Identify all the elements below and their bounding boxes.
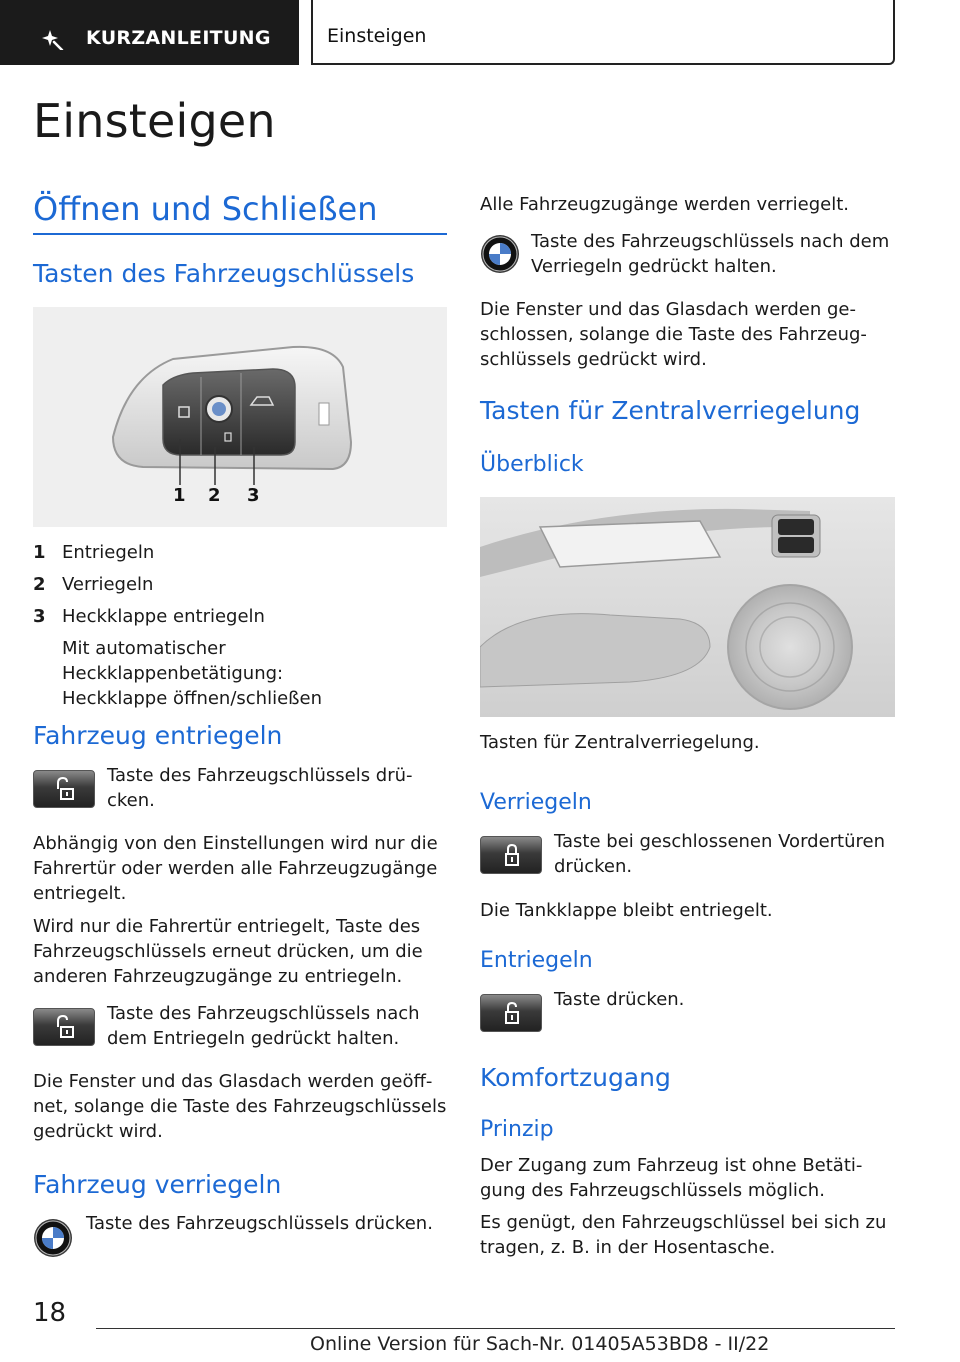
footer-rule [96,1328,895,1329]
bmw-logo-icon [480,234,520,274]
text-line: Taste des Fahrzeugschlüssels nach [107,1003,420,1024]
text-line: Es genügt, den Fahrzeugschlüssel bei sich zu [480,1212,887,1233]
paragraph-tankklappe: Die Tankklappe bleibt entriegelt. [480,900,773,921]
key-label-3: 3 [247,485,260,506]
paragraph-entriegeln-2 [33,914,453,989]
paragraph-prinzip-2 [480,1210,900,1260]
heading-komfortzugang: Komfortzugang [480,1063,671,1092]
heading-tasten-zentralverriegelung: Tasten für Zentralverriegelung [480,396,861,425]
chapter-tab-label: Einsteigen [327,25,427,47]
text-line: gedrückt wird. [33,1121,163,1142]
list-item [33,572,447,604]
text-line: schlossen, solange die Taste des Fahrzeug- [480,324,867,345]
door-panel-image [480,497,895,717]
footer-online-version: Online Version für Sach-Nr. 01405A53BD8 - II/22 [310,1333,770,1355]
paragraph-fenster-schliessen [480,297,900,372]
heading-entriegeln: Entriegeln [480,948,593,973]
list-item-text: Verriegeln [62,574,154,595]
text-line: Abhängig von den Einstellungen wird nur die [33,833,438,854]
page-title: Einsteigen [33,94,276,148]
text-line: tragen, z. B. in der Hosentasche. [480,1237,776,1258]
text-line: Die Fenster und das Glasdach werden geöff- [33,1071,433,1092]
paragraph-entriegeln-1 [33,831,453,906]
bmw-logo-icon [33,1218,73,1258]
sparkle-icon [42,28,64,50]
text-line: Wird nur die Fahrertür entriegelt, Taste des [33,916,421,937]
text-line: Fahrzeugschlüssels erneut drücken, um die [33,941,423,962]
unlock-button-icon [480,994,542,1032]
key-function-list [33,540,447,711]
lock-button-icon [480,836,542,874]
page-number: 18 [33,1298,67,1328]
text-line: dem Entriegeln gedrückt halten. [107,1028,400,1049]
heading-fahrzeug-verriegeln: Fahrzeug verriegeln [33,1170,282,1199]
text-line: Taste des Fahrzeugschlüssels nach dem [531,231,890,252]
text-line: Verriegeln gedrückt halten. [531,256,777,277]
section-tab-label: KURZANLEITUNG [86,27,271,49]
heading-ueberblick: Überblick [480,452,584,477]
key-label-1: 1 [173,485,186,506]
lock-hold-instruction [531,229,889,279]
list-item-subtext [33,636,447,711]
unlock-instruction [107,763,413,813]
text-line: cken. [107,790,155,811]
paragraph-fenster-oeffnen [33,1069,453,1144]
text-line: entriegelt. [33,883,127,904]
header-chapter-tab[interactable] [311,0,895,65]
text-line: anderen Fahrzeugzugänge zu entriegeln. [33,966,403,987]
key-fob-image [33,307,447,527]
unlock-button-icon [33,770,95,808]
list-sub-line: Heckklappe öffnen/schließen [62,688,322,709]
heading-verriegeln: Verriegeln [480,790,592,815]
text-line: net, solange die Taste des Fahrzeugschlüssels [33,1096,447,1117]
text-line: Der Zugang zum Fahrzeug ist ohne Betäti- [480,1155,863,1176]
door-panel-illustration [480,497,895,717]
list-item [33,540,447,572]
heading-prinzip: Prinzip [480,1117,554,1142]
paragraph-alle-verriegelt: Alle Fahrzeugzugänge werden verriegelt. [480,194,850,215]
list-item-number: 2 [33,574,46,595]
text-line: schlüssels gedrückt wird. [480,349,707,370]
text-line: Fahrertür oder werden alle Fahrzeugzugänge [33,858,438,879]
paragraph-prinzip-1 [480,1153,900,1203]
heading-tasten-schluessel: Tasten des Fahrzeugschlüssels [33,259,415,288]
key-fob-illustration [33,307,447,527]
key-label-2: 2 [208,485,221,506]
list-item-number: 3 [33,606,46,627]
text-line: drücken. [554,856,633,877]
text-line: Taste bei geschlossenen Vordertüren [554,831,886,852]
heading-oeffnen-schliessen: Öffnen und Schließen [33,190,378,228]
lock-instruction: Taste des Fahrzeugschlüssels drücken. [86,1213,433,1234]
image-caption: Tasten für Zentralverriegelung. [480,732,760,753]
unlock-press-instruction: Taste drücken. [554,989,685,1010]
heading-fahrzeug-entriegeln: Fahrzeug entriegeln [33,721,283,750]
list-item-text: Entriegeln [62,542,155,563]
unlock-button-icon [33,1008,95,1046]
text-line: Taste des Fahrzeugschlüssels drü- [107,765,413,786]
list-item [33,604,447,636]
list-item-number: 1 [33,542,46,563]
list-sub-line: Mit automatischer Heckklappenbetätigung: [62,638,284,684]
header-section-tab[interactable] [0,0,299,65]
list-item-text: Heckklappe entriegeln [62,606,265,627]
lock-front-doors-instruction [554,829,885,879]
text-line: Die Fenster und das Glasdach werden ge- [480,299,857,320]
text-line: gung des Fahrzeugschlüssels möglich. [480,1180,825,1201]
heading-rule [33,233,447,235]
unlock-hold-instruction [107,1001,420,1051]
